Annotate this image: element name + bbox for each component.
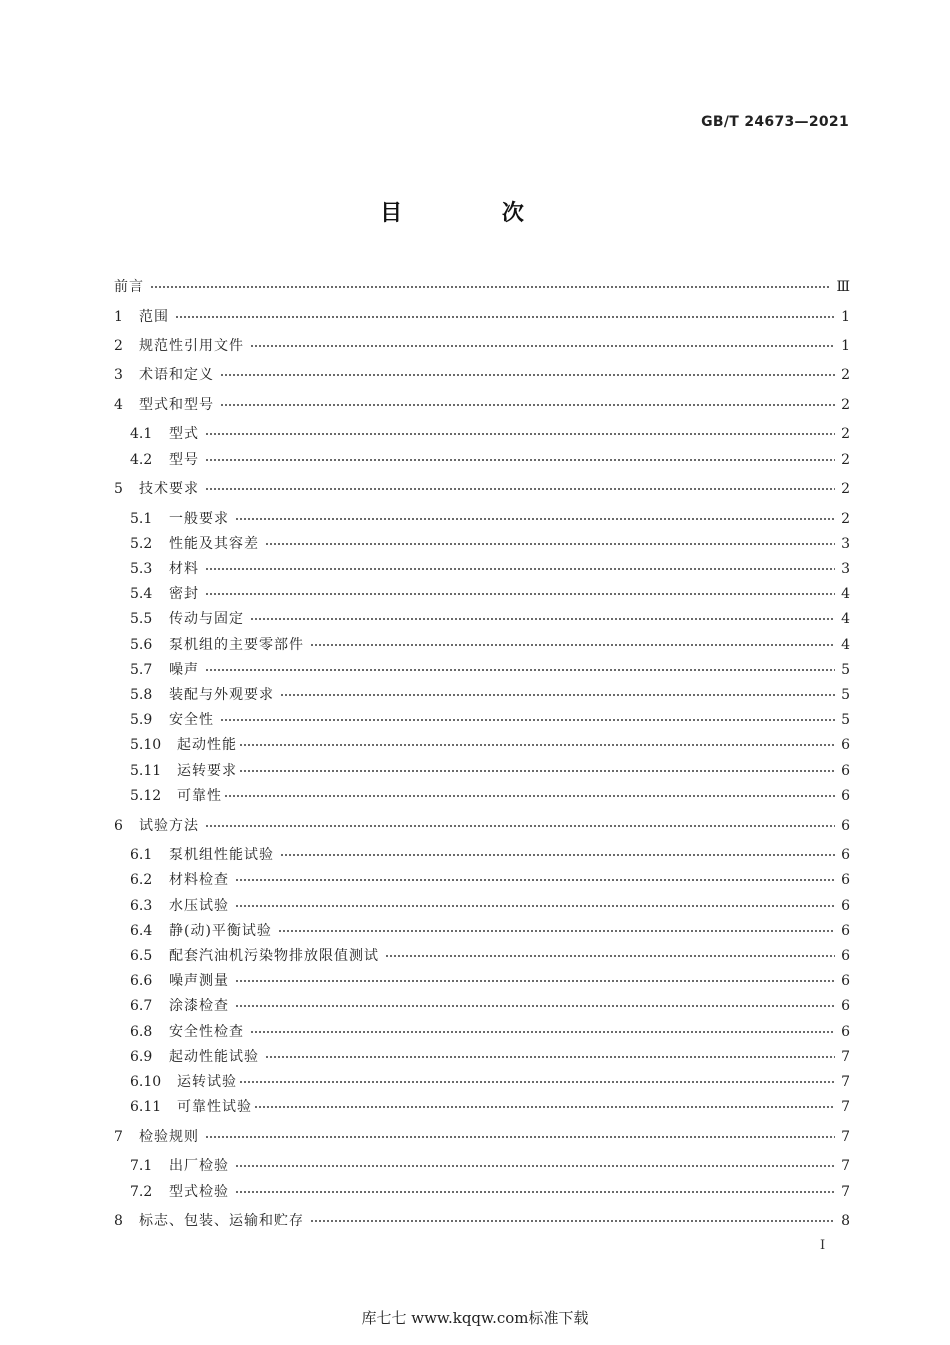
toc-entry-number: 5.2 xyxy=(130,536,153,552)
toc-entry-number: 7.2 xyxy=(130,1184,153,1200)
dot-leader xyxy=(265,1056,835,1058)
toc-subentry[interactable] xyxy=(130,450,850,470)
toc-entry-label: 性能及其容差 xyxy=(169,536,259,552)
toc-entry-number: 6.9 xyxy=(130,1049,153,1065)
toc-entry-label: 可靠性 xyxy=(177,788,222,804)
toc-entry-label: 水压试验 xyxy=(169,898,229,914)
toc-entry-page: 2 xyxy=(841,481,850,497)
toc-subentry[interactable] xyxy=(130,1072,850,1092)
toc-entry-page: 6 xyxy=(841,763,850,779)
toc-entry-number: 5.3 xyxy=(130,561,153,577)
toc-entry-page: 6 xyxy=(841,923,850,939)
toc-entry-number: 5.10 xyxy=(130,737,162,753)
toc-entry-page: 6 xyxy=(841,788,850,804)
dot-leader xyxy=(265,543,835,545)
dot-leader xyxy=(250,345,835,347)
toc-subentry[interactable] xyxy=(130,735,850,755)
toc-entry-number: 5.11 xyxy=(130,763,162,779)
toc-entry-label: 试验方法 xyxy=(139,818,199,834)
toc-entry-number: 4.2 xyxy=(130,452,153,468)
toc-entry[interactable] xyxy=(114,816,850,836)
toc-entry-label: 材料检查 xyxy=(169,872,229,888)
dot-leader xyxy=(310,1220,835,1222)
toc-entry-number: 8 xyxy=(114,1213,123,1229)
toc-entry-label: 术语和定义 xyxy=(139,367,214,383)
toc-entry-page: 6 xyxy=(841,872,850,888)
dot-leader xyxy=(280,854,835,856)
toc-entry-number: 6.6 xyxy=(130,973,153,989)
toc-entry[interactable] xyxy=(114,479,850,499)
download-footer: 库七七 www.kqqw.com标准下载 xyxy=(361,1309,589,1327)
dot-leader xyxy=(310,644,835,646)
dot-leader xyxy=(150,286,830,288)
toc-entry-page: 7 xyxy=(841,1158,850,1174)
toc-subentry[interactable] xyxy=(130,635,850,655)
toc-entry-page: 7 xyxy=(841,1129,850,1145)
toc-entry-label: 运转要求 xyxy=(177,763,237,779)
toc-entry-number: 5.5 xyxy=(130,611,153,627)
toc-entry-number: 6.3 xyxy=(130,898,153,914)
toc-entry-page: 6 xyxy=(841,847,850,863)
dot-leader xyxy=(205,593,835,595)
toc-entry-page: 5 xyxy=(841,662,850,678)
toc-entry-number: 6 xyxy=(114,818,123,834)
toc-subentry[interactable] xyxy=(130,534,850,554)
toc-subentry[interactable] xyxy=(130,710,850,730)
dot-leader xyxy=(205,669,835,671)
toc-entry-number: 6.11 xyxy=(130,1099,162,1115)
toc-subentry[interactable] xyxy=(130,971,850,991)
toc-entry-page: 6 xyxy=(841,948,850,964)
toc-entry-number: 2 xyxy=(114,338,123,354)
standard-code: GB/T 24673—2021 xyxy=(701,114,849,130)
toc-entry-number: 6.5 xyxy=(130,948,153,964)
toc-subentry[interactable] xyxy=(130,509,850,529)
toc-entry-page: 7 xyxy=(841,1184,850,1200)
toc-entry-label: 密封 xyxy=(169,586,199,602)
dot-leader xyxy=(220,374,835,376)
toc-subentry[interactable] xyxy=(130,424,850,444)
toc-entry-label: 泵机组性能试验 xyxy=(169,847,274,863)
toc-entry-page: Ⅲ xyxy=(836,279,850,295)
toc-subentry[interactable] xyxy=(130,996,850,1016)
toc-entry-number: 1 xyxy=(114,309,123,325)
toc-entry-label: 出厂检验 xyxy=(169,1158,229,1174)
toc-entry-page: 6 xyxy=(841,973,850,989)
dot-leader xyxy=(235,1165,835,1167)
dot-leader xyxy=(385,955,835,957)
toc-entry-page: 4 xyxy=(841,611,850,627)
toc-subentry[interactable] xyxy=(130,1182,850,1202)
toc-entry-number: 5.9 xyxy=(130,712,153,728)
dot-leader xyxy=(235,1191,835,1193)
toc-entry[interactable] xyxy=(114,395,850,415)
toc-entry-label: 型式和型号 xyxy=(139,397,214,413)
toc-subentry[interactable] xyxy=(130,584,850,604)
toc-entry-label: 可靠性试验 xyxy=(177,1099,252,1115)
toc-entry-page: 4 xyxy=(841,586,850,602)
toc-entry-page: 3 xyxy=(841,536,850,552)
toc-entry-label: 起动性能 xyxy=(177,737,237,753)
toc-entry-label: 静(动)平衡试验 xyxy=(169,923,272,939)
dot-leader xyxy=(235,905,835,907)
toc-entry-label: 型式 xyxy=(169,426,199,442)
dot-leader xyxy=(205,568,835,570)
toc-entry-label: 标志、包装、运输和贮存 xyxy=(139,1213,304,1229)
toc-entry-label: 范围 xyxy=(139,309,169,325)
toc-entry-number: 3 xyxy=(114,367,123,383)
toc-entry-label: 噪声 xyxy=(169,662,199,678)
toc-entry-number: 5.6 xyxy=(130,637,153,653)
toc-entry[interactable] xyxy=(114,1211,850,1231)
toc-entry-label: 型式检验 xyxy=(169,1184,229,1200)
toc-entry-label: 检验规则 xyxy=(139,1129,199,1145)
dot-leader xyxy=(175,316,835,318)
toc-entry-page: 8 xyxy=(841,1213,850,1229)
toc-entry-label: 噪声测量 xyxy=(169,973,229,989)
toc-entry-label: 涂漆检查 xyxy=(169,998,229,1014)
toc-entry-page: 7 xyxy=(841,1074,850,1090)
dot-leader xyxy=(220,719,835,721)
toc-entry-page: 5 xyxy=(841,712,850,728)
toc-subentry[interactable] xyxy=(130,609,850,629)
toc-entry-page: 6 xyxy=(841,998,850,1014)
toc-entry-number: 5.7 xyxy=(130,662,153,678)
toc-entry-page: 6 xyxy=(841,1024,850,1040)
toc-entry-number: 6.4 xyxy=(130,923,153,939)
toc-entry-label: 一般要求 xyxy=(169,511,229,527)
toc-entry-number: 5 xyxy=(114,481,123,497)
toc-entry-page: 3 xyxy=(841,561,850,577)
dot-leader xyxy=(235,980,835,982)
toc-subentry[interactable] xyxy=(130,921,850,941)
dot-leader xyxy=(235,518,835,520)
toc-entry-label: 安全性检查 xyxy=(169,1024,244,1040)
toc-entry-label: 起动性能试验 xyxy=(169,1049,259,1065)
toc-entry-number: 5.12 xyxy=(130,788,162,804)
dot-leader xyxy=(224,795,835,797)
toc-entry-label: 运转试验 xyxy=(177,1074,237,1090)
toc-entry-number: 6.1 xyxy=(130,847,153,863)
toc-subentry[interactable] xyxy=(130,896,850,916)
toc-entry-page: 2 xyxy=(841,452,850,468)
dot-leader xyxy=(205,433,835,435)
toc-entry-page: 1 xyxy=(841,309,850,325)
toc-entry-label: 传动与固定 xyxy=(169,611,244,627)
toc-subentry[interactable] xyxy=(130,1156,850,1176)
dot-leader xyxy=(239,770,835,772)
toc-entry-page: 6 xyxy=(841,818,850,834)
toc-entry-number: 6.7 xyxy=(130,998,153,1014)
toc-subentry[interactable] xyxy=(130,761,850,781)
toc-entry-page: 5 xyxy=(841,687,850,703)
toc-entry-label: 安全性 xyxy=(169,712,214,728)
dot-leader xyxy=(280,694,835,696)
toc-subentry[interactable] xyxy=(130,660,850,680)
toc-entry[interactable] xyxy=(114,1127,850,1147)
dot-leader xyxy=(239,744,835,746)
dot-leader xyxy=(205,488,835,490)
dot-leader xyxy=(239,1081,835,1083)
toc-entry-number: 6.2 xyxy=(130,872,153,888)
toc-subentry[interactable] xyxy=(130,786,850,806)
dot-leader xyxy=(250,1031,835,1033)
toc-entry-label: 装配与外观要求 xyxy=(169,687,274,703)
toc-entry-number: 5.4 xyxy=(130,586,153,602)
toc-entry-page: 1 xyxy=(841,338,850,354)
toc-entry-label: 前言 xyxy=(114,279,144,295)
toc-entry-number: 6.8 xyxy=(130,1024,153,1040)
toc-entry-label: 配套汽油机污染物排放限值测试 xyxy=(169,948,379,964)
toc-entry-label: 型号 xyxy=(169,452,199,468)
dot-leader xyxy=(254,1106,835,1108)
dot-leader xyxy=(205,825,835,827)
toc-entry-page: 6 xyxy=(841,737,850,753)
toc-entry-number: 7 xyxy=(114,1129,123,1145)
dot-leader xyxy=(235,1005,835,1007)
toc-entry-number: 7.1 xyxy=(130,1158,153,1174)
toc-subentry[interactable] xyxy=(130,685,850,705)
dot-leader xyxy=(220,404,835,406)
page-number: I xyxy=(820,1238,826,1253)
toc-entry-foreword[interactable] xyxy=(114,277,850,297)
page-title: 目 次 xyxy=(380,201,570,226)
toc-entry-label: 泵机组的主要零部件 xyxy=(169,637,304,653)
dot-leader xyxy=(205,459,835,461)
toc-entry[interactable] xyxy=(114,365,850,385)
toc-entry-label: 规范性引用文件 xyxy=(139,338,244,354)
toc-subentry[interactable] xyxy=(130,845,850,865)
toc-entry-page: 7 xyxy=(841,1049,850,1065)
dot-leader xyxy=(235,879,835,881)
toc-entry-number: 6.10 xyxy=(130,1074,162,1090)
toc-subentry[interactable] xyxy=(130,1022,850,1042)
toc-subentry[interactable] xyxy=(130,1097,850,1117)
toc-entry-page: 4 xyxy=(841,637,850,653)
toc-entry-page: 7 xyxy=(841,1099,850,1115)
dot-leader xyxy=(278,930,835,932)
toc-entry-number: 4 xyxy=(114,397,123,413)
toc-entry[interactable] xyxy=(114,336,850,356)
toc-subentry[interactable] xyxy=(130,870,850,890)
toc-entry-page: 2 xyxy=(841,511,850,527)
toc-entry-number: 4.1 xyxy=(130,426,153,442)
toc-subentry[interactable] xyxy=(130,559,850,579)
toc-entry-label: 技术要求 xyxy=(139,481,199,497)
toc-entry-label: 材料 xyxy=(169,561,199,577)
toc-entry-page: 2 xyxy=(841,397,850,413)
toc-entry-page: 2 xyxy=(841,367,850,383)
toc-entry-number: 5.8 xyxy=(130,687,153,703)
dot-leader xyxy=(250,618,835,620)
dot-leader xyxy=(205,1136,835,1138)
toc-entry-number: 5.1 xyxy=(130,511,153,527)
toc-entry[interactable] xyxy=(114,307,850,327)
toc-subentry[interactable] xyxy=(130,946,850,966)
toc-subentry[interactable] xyxy=(130,1047,850,1067)
toc-entry-page: 2 xyxy=(841,426,850,442)
toc-entry-page: 6 xyxy=(841,898,850,914)
